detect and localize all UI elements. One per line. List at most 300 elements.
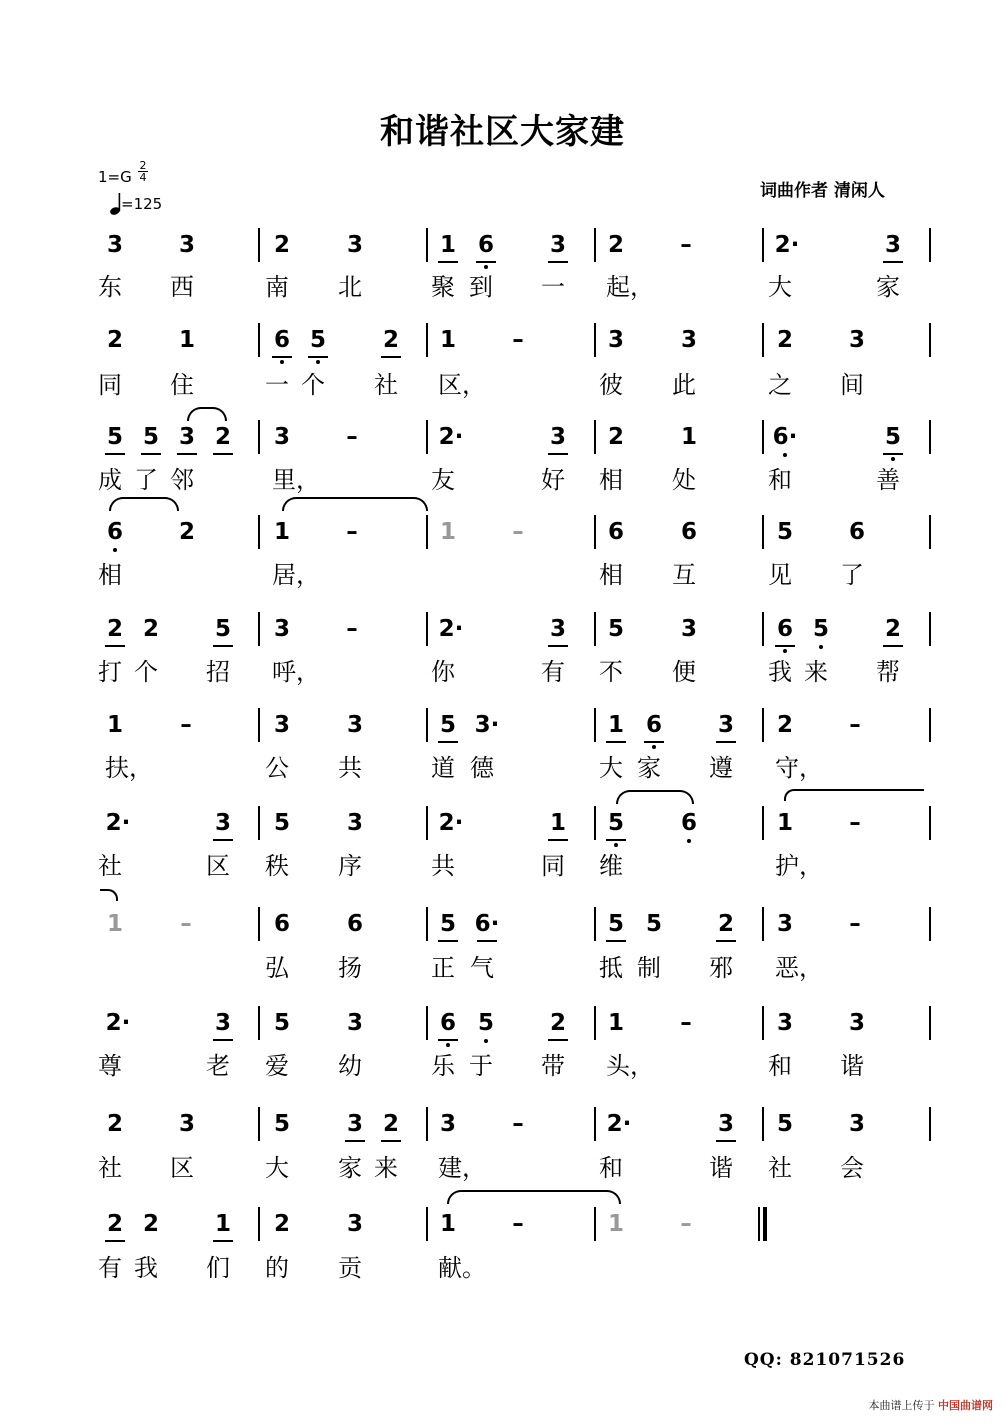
lyric-char: 互 [672,561,696,589]
lyric-char: 此 [672,371,696,399]
bar-line [594,907,596,941]
jianpu-note: 6 [848,519,865,545]
jianpu-note: 1 [439,519,456,545]
bar-line [426,806,428,840]
low-octave-dot [446,1043,450,1047]
jianpu-note: 6 [645,712,662,738]
lyric-char: 德 [470,754,494,782]
underline-beam [213,839,233,841]
lyric-char: 的 [265,1254,289,1282]
jianpu-note: 3 [549,232,566,258]
jianpu-note: 2 [382,1111,399,1137]
bar-line [594,612,596,646]
lyric-char: 谐 [709,1154,733,1182]
lyric-char: 到 [469,273,493,301]
slur-arc [187,407,227,421]
lyric-char: 维 [599,852,623,880]
lyric-char: 彼 [599,371,623,399]
lyric-char: 聚 [431,273,455,301]
footer-text: 本曲谱上传于 [868,1399,935,1412]
underline-beam [345,1140,365,1142]
underline-beam [548,1039,568,1041]
jianpu-note: 6 [607,519,624,545]
jianpu-note: 2· [606,1111,632,1137]
lyric-char: 建， [438,1154,486,1182]
lyric-char: 公 [265,754,289,782]
lyric-char: 打 [98,658,122,686]
lyric-char: 和 [768,1052,792,1080]
bar-line [929,420,931,454]
jianpu-note: 2 [776,327,793,353]
lyric-char: 于 [469,1052,493,1080]
lyric-char: 谐 [840,1052,864,1080]
bar-line [426,420,428,454]
lyric-char: 里， [272,466,320,494]
jianpu-note: – [512,327,524,353]
low-octave-dot [484,1039,488,1043]
lyric-char: 友 [431,466,455,494]
jianpu-note: 1 [273,519,290,545]
jianpu-note: 5 [273,1111,290,1137]
jianpu-note: 5 [106,424,123,450]
underline-beam [548,839,568,841]
jianpu-note: – [346,424,358,450]
underline-beam [177,453,197,455]
underline-beam [308,356,328,358]
tie-end-arc [100,889,118,901]
underline-beam [213,453,233,455]
jianpu-note: – [849,911,861,937]
underline-beam [272,356,292,358]
underline-beam [606,839,626,841]
jianpu-note: 3 [346,1010,363,1036]
time-signature-bottom: 4 [139,171,147,184]
lyric-char: 带 [541,1052,565,1080]
lyric-char: 招 [206,658,230,686]
lyric-char: 了 [840,561,864,589]
bar-line [762,1107,764,1141]
lyric-char: 们 [206,1254,230,1282]
jianpu-note: 3 [106,232,123,258]
underline-beam [438,741,458,743]
lyric-char: 序 [338,852,362,880]
lyric-char: 区 [206,852,230,880]
lyric-char: 之 [768,371,792,399]
jianpu-note: 5 [884,424,901,450]
jianpu-note: 3 [273,424,290,450]
jianpu-note: 2 [607,232,624,258]
jianpu-note: – [680,232,692,258]
lyric-char: 见 [768,561,792,589]
jianpu-note: 3 [178,232,195,258]
lyric-char: 了 [134,466,158,494]
lyric-char: 护， [775,852,823,880]
jianpu-note: 3 [346,810,363,836]
lyric-char: 帮 [876,658,900,686]
bar-line [258,420,260,454]
slur-arc [282,497,428,511]
lyric-char: 相 [599,466,623,494]
bar-line [258,708,260,742]
underline-beam [381,356,401,358]
jianpu-note: 1 [439,327,456,353]
jianpu-note: – [180,712,192,738]
jianpu-note: 2 [273,232,290,258]
bar-line [594,1207,596,1241]
underline-beam [476,261,496,263]
jianpu-note: 2 [776,712,793,738]
lyric-char: 大 [599,754,623,782]
lyric-char: 同 [98,371,122,399]
jianpu-note: – [512,1111,524,1137]
jianpu-note: – [512,1211,524,1237]
author-credit: 词曲作者 清闲人 [760,181,885,201]
jianpu-note: 1 [178,327,195,353]
jianpu-note: – [346,616,358,642]
jianpu-note: 1 [106,911,123,937]
lyric-char: 正 [431,954,455,982]
jianpu-note: 2 [214,424,231,450]
low-octave-dot [783,649,787,653]
jianpu-note: 1 [607,712,624,738]
lyric-char: 同 [541,852,565,880]
jianpu-note: 2 [607,424,624,450]
jianpu-note: 3 [214,810,231,836]
jianpu-note: 5 [607,810,624,836]
jianpu-note: 3 [680,327,697,353]
low-octave-dot [614,843,618,847]
jianpu-note: 5 [214,616,231,642]
jianpu-note: – [512,519,524,545]
jianpu-note: 1 [680,424,697,450]
footer-site-logo: 中国曲谱网 [938,1399,993,1412]
underline-beam [213,1240,233,1242]
underline-beam [105,453,125,455]
jianpu-note: 3 [776,1010,793,1036]
underline-beam [883,645,903,647]
lyric-char: 西 [170,273,194,301]
jianpu-note: 2 [106,1211,123,1237]
underline-beam [883,453,903,455]
jianpu-note: 2· [105,1010,131,1036]
lyric-char: 共 [431,852,455,880]
lyric-char: 成 [98,466,122,494]
underline-beam [105,645,125,647]
lyric-char: 制 [637,954,661,982]
low-octave-dot [783,453,787,457]
jianpu-note: 6· [772,424,798,450]
lyric-char: 一 [541,273,565,301]
lyric-char: 南 [265,273,289,301]
jianpu-note: 5 [645,911,662,937]
bar-line [929,1006,931,1040]
underline-beam [105,1240,125,1242]
bar-line [594,515,596,549]
bar-line [426,907,428,941]
bar-line [426,612,428,646]
jianpu-note: 3 [346,232,363,258]
jianpu-note: 2 [142,1211,159,1237]
bar-line [762,806,764,840]
underline-beam [477,940,497,942]
lyric-char: 相 [599,561,623,589]
underline-beam [438,261,458,263]
jianpu-note: 5 [776,519,793,545]
jianpu-note: 3 [178,424,195,450]
bar-line [594,708,596,742]
underline-beam [141,453,161,455]
bar-line [426,1107,428,1141]
slur-arc [616,790,694,804]
jianpu-note: 3 [884,232,901,258]
jianpu-note: 2 [142,616,159,642]
lyric-char: 区， [438,371,486,399]
lyric-char: 贡 [338,1254,362,1282]
bar-line [929,708,931,742]
jianpu-note: 1 [106,712,123,738]
lyric-char: 会 [840,1154,864,1182]
jianpu-note: 5 [142,424,159,450]
final-bar-thin [758,1207,760,1241]
bar-line [426,1006,428,1040]
bar-line [594,806,596,840]
jianpu-note: 3 [680,616,697,642]
jianpu-note: 3 [346,1111,363,1137]
lyric-char: 弘 [265,954,289,982]
underline-beam [606,940,626,942]
page-title: 和谐社区大家建 [380,112,625,152]
bar-line [929,323,931,357]
low-octave-dot [891,457,895,461]
lyric-char: 遵 [709,754,733,782]
final-bar-thick [763,1207,767,1241]
low-octave-dot [819,645,823,649]
bar-line [762,420,764,454]
bar-line [594,1107,596,1141]
jianpu-note: 2· [105,810,131,836]
lyric-char: 社 [98,1154,122,1182]
bar-line [258,515,260,549]
underline-beam [716,741,736,743]
jianpu-note: 3 [273,712,290,738]
jianpu-note: 3 [607,327,624,353]
jianpu-note: 2 [884,616,901,642]
lyric-char: 社 [374,371,398,399]
jianpu-note: – [849,810,861,836]
jianpu-note: 5 [309,327,326,353]
low-octave-dot [316,360,320,364]
lyric-char: 区 [170,1154,194,1182]
jianpu-note: – [180,911,192,937]
jianpu-note: 3 [848,1111,865,1137]
bar-line [258,228,260,262]
lyric-char: 尊 [98,1052,122,1080]
jianpu-note: 1 [607,1010,624,1036]
bar-line [258,323,260,357]
lyric-char: 和 [599,1154,623,1182]
lyric-char: 幼 [338,1052,362,1080]
jianpu-note: 3 [273,616,290,642]
slur-arc [447,1190,621,1204]
jianpu-note: 5 [273,810,290,836]
lyric-char: 邻 [170,466,194,494]
jianpu-note: 3 [346,712,363,738]
low-octave-dot [652,745,656,749]
jianpu-note: 5 [607,616,624,642]
bar-line [426,515,428,549]
tempo-marking: =125 [121,195,163,213]
jianpu-note: 2· [438,616,464,642]
jianpu-note: 1 [776,810,793,836]
jianpu-note: 1 [439,1211,456,1237]
lyric-char: 大 [768,273,792,301]
underline-beam [716,1140,736,1142]
lyric-char: 头， [606,1052,654,1080]
jianpu-note: 6 [776,616,793,642]
underline-beam [213,645,233,647]
underline-beam [716,940,736,942]
jianpu-note: 1 [607,1211,624,1237]
jianpu-note: 2 [106,327,123,353]
jianpu-note: 5 [477,1010,494,1036]
lyric-char: 大 [265,1154,289,1182]
bar-line [762,228,764,262]
lyric-char: 恶， [775,954,823,982]
underline-beam [438,1039,458,1041]
bar-line [929,228,931,262]
lyric-char: 家 [338,1154,362,1182]
underline-beam [644,741,664,743]
low-octave-dot [113,548,117,552]
lyric-char: 住 [170,371,194,399]
footer-credit [869,1397,994,1413]
jianpu-note: – [680,1211,692,1237]
underline-beam [548,453,568,455]
lyric-char: 邪 [709,954,733,982]
bar-line [929,1107,931,1141]
jianpu-note: 2· [774,232,800,258]
lyric-char: 扶， [105,754,153,782]
lyric-char: 爱 [265,1052,289,1080]
lyric-char: 个 [301,371,325,399]
slur-arc [109,497,179,511]
jianpu-note: 6 [273,911,290,937]
bar-line [762,1006,764,1040]
jianpu-note: 6 [106,519,123,545]
bar-line [929,806,931,840]
jianpu-note: 6· [474,911,500,937]
jianpu-note: 6 [273,327,290,353]
bar-line [426,323,428,357]
lyric-char: 社 [768,1154,792,1182]
lyric-char: 一 [265,371,289,399]
jianpu-note: 1 [439,232,456,258]
lyric-char: 呼， [272,658,320,686]
jianpu-note: 3 [214,1010,231,1036]
jianpu-note: 2 [549,1010,566,1036]
lyric-char: 有 [98,1254,122,1282]
bar-line [258,1006,260,1040]
lyric-char: 秩 [265,852,289,880]
jianpu-note: 3· [474,712,500,738]
lyric-char: 居， [272,561,320,589]
lyric-char: 家 [637,754,661,782]
bar-line [594,228,596,262]
underline-beam [548,261,568,263]
lyric-char: 抵 [599,954,623,982]
jianpu-note: 2· [438,424,464,450]
jianpu-note: 2· [438,810,464,836]
low-octave-dot [484,265,488,269]
bar-line [426,708,428,742]
jianpu-note: 6 [680,810,697,836]
lyric-char: 道 [431,754,455,782]
jianpu-note: 5 [439,712,456,738]
bar-line [762,708,764,742]
jianpu-note: 3 [717,712,734,738]
bar-line [762,515,764,549]
jianpu-note: 6 [439,1010,456,1036]
jianpu-note: 5 [776,1111,793,1137]
jianpu-note: 3 [549,424,566,450]
underline-beam [548,645,568,647]
lyric-char: 共 [338,754,362,782]
bar-line [258,1107,260,1141]
lyric-char: 相 [98,561,122,589]
lyric-char: 和 [768,466,792,494]
jianpu-note: 6 [477,232,494,258]
jianpu-note: 3 [346,1211,363,1237]
lyric-char: 来 [374,1154,398,1182]
jianpu-note: 2 [717,911,734,937]
bar-line [762,323,764,357]
bar-line [426,228,428,262]
bar-line [258,612,260,646]
bar-line [929,907,931,941]
bar-line [594,1006,596,1040]
jianpu-note: 1 [214,1211,231,1237]
lyric-char: 家 [876,273,900,301]
jianpu-note: 5 [607,911,624,937]
lyric-char: 我 [768,658,792,686]
low-octave-dot [280,360,284,364]
jianpu-note: 6 [346,911,363,937]
bar-line [258,1207,260,1241]
lyric-char: 我 [134,1254,158,1282]
jianpu-note: 5 [273,1010,290,1036]
bar-line [426,1207,428,1241]
jianpu-note: 3 [439,1111,456,1137]
lyric-char: 有 [541,658,565,686]
lyric-char: 不 [599,658,623,686]
jianpu-note: 3 [848,1010,865,1036]
underline-beam [438,940,458,942]
underline-beam [775,645,795,647]
lyric-char: 个 [134,658,158,686]
jianpu-note: – [849,712,861,738]
lyric-char: 处 [672,466,696,494]
jianpu-note: 3 [776,911,793,937]
lyric-char: 守， [775,754,823,782]
lyric-char: 便 [672,658,696,686]
lyric-char: 献。 [438,1254,486,1282]
lyric-char: 好 [541,466,565,494]
underline-beam [213,1039,233,1041]
lyric-char: 起， [606,273,654,301]
lyric-char: 老 [206,1052,230,1080]
jianpu-note: 3 [848,327,865,353]
jianpu-note: 1 [549,810,566,836]
